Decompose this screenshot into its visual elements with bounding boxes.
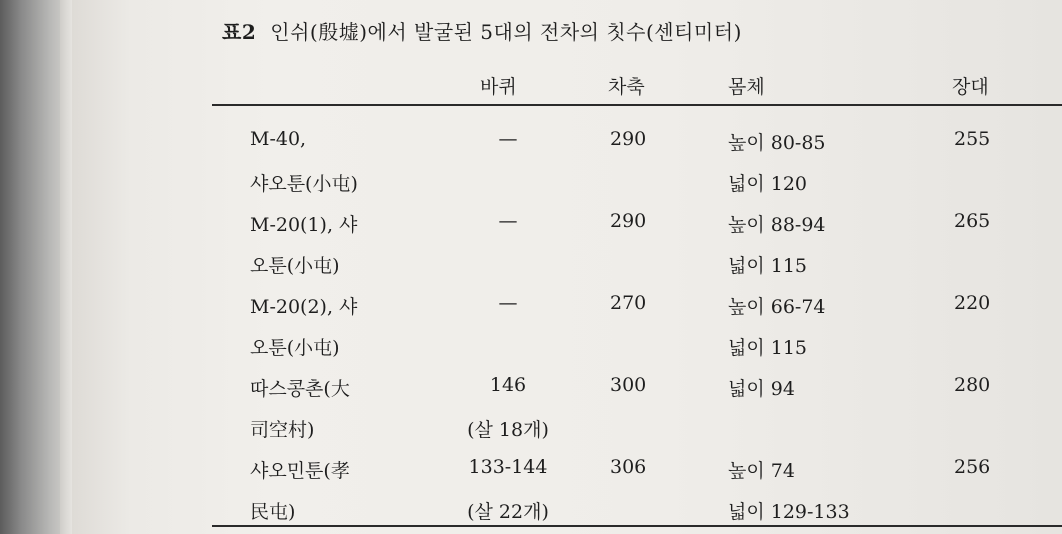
cell-wheel: 146 (489, 374, 527, 396)
cell-axle: 300 (610, 374, 647, 396)
cell-site: M-20(2), 샤 (250, 296, 358, 318)
cell-body: 넓이 94 (728, 378, 795, 400)
page-edge (60, 0, 72, 534)
cell-site: 오툰(小屯) (250, 337, 340, 359)
header-pole: 장대 (952, 76, 989, 98)
cell-pole: 220 (954, 292, 991, 314)
cell-wheel: (살 18개) (467, 419, 549, 441)
cell-site: 司空村) (250, 419, 315, 441)
header-wheel: 바퀴 (480, 76, 517, 98)
cell-site: 民屯) (250, 501, 296, 523)
cell-site: M-40, (250, 128, 307, 150)
cell-axle: 290 (610, 128, 647, 150)
cell-pole: 280 (954, 374, 991, 396)
table-title: 인쉬(殷墟)에서 발굴된 5대의 전차의 칫수(센티미터) (270, 20, 742, 44)
cell-axle: 290 (610, 210, 647, 232)
cell-body: 높이 80-85 (728, 132, 826, 154)
cell-wheel: — (498, 292, 518, 314)
cell-site: 오툰(小屯) (250, 255, 340, 277)
table-bottom-rule (212, 525, 1062, 527)
cell-body: 넓이 129-133 (728, 501, 850, 523)
cell-body: 넓이 115 (728, 337, 808, 359)
cell-body: 넓이 115 (728, 255, 808, 277)
book-page (72, 0, 1062, 534)
cell-wheel: 133-144 (468, 456, 548, 478)
cell-wheel: — (498, 210, 518, 232)
cell-site: 따스콩촌(大 (250, 378, 350, 400)
cell-site: M-20(1), 샤 (250, 214, 358, 236)
cell-pole: 265 (954, 210, 991, 232)
cell-wheel: — (498, 128, 518, 150)
cell-axle: 270 (610, 292, 647, 314)
cell-pole: 256 (954, 456, 991, 478)
header-body: 몸체 (728, 76, 765, 98)
cell-body: 높이 88-94 (728, 214, 826, 236)
header-axle: 차축 (608, 76, 645, 98)
cell-body: 높이 66-74 (728, 296, 826, 318)
table-top-rule (212, 104, 1062, 106)
cell-body: 넓이 120 (728, 173, 808, 195)
cell-pole: 255 (954, 128, 991, 150)
cell-axle: 306 (610, 456, 647, 478)
cell-site: 샤오툰(小屯) (250, 173, 358, 195)
cell-wheel: (살 22개) (467, 501, 549, 523)
cell-site: 샤오민툰(孝 (250, 460, 350, 482)
cell-body: 높이 74 (728, 460, 795, 482)
table-caption (222, 16, 742, 45)
table-number: 표2 (222, 20, 257, 44)
